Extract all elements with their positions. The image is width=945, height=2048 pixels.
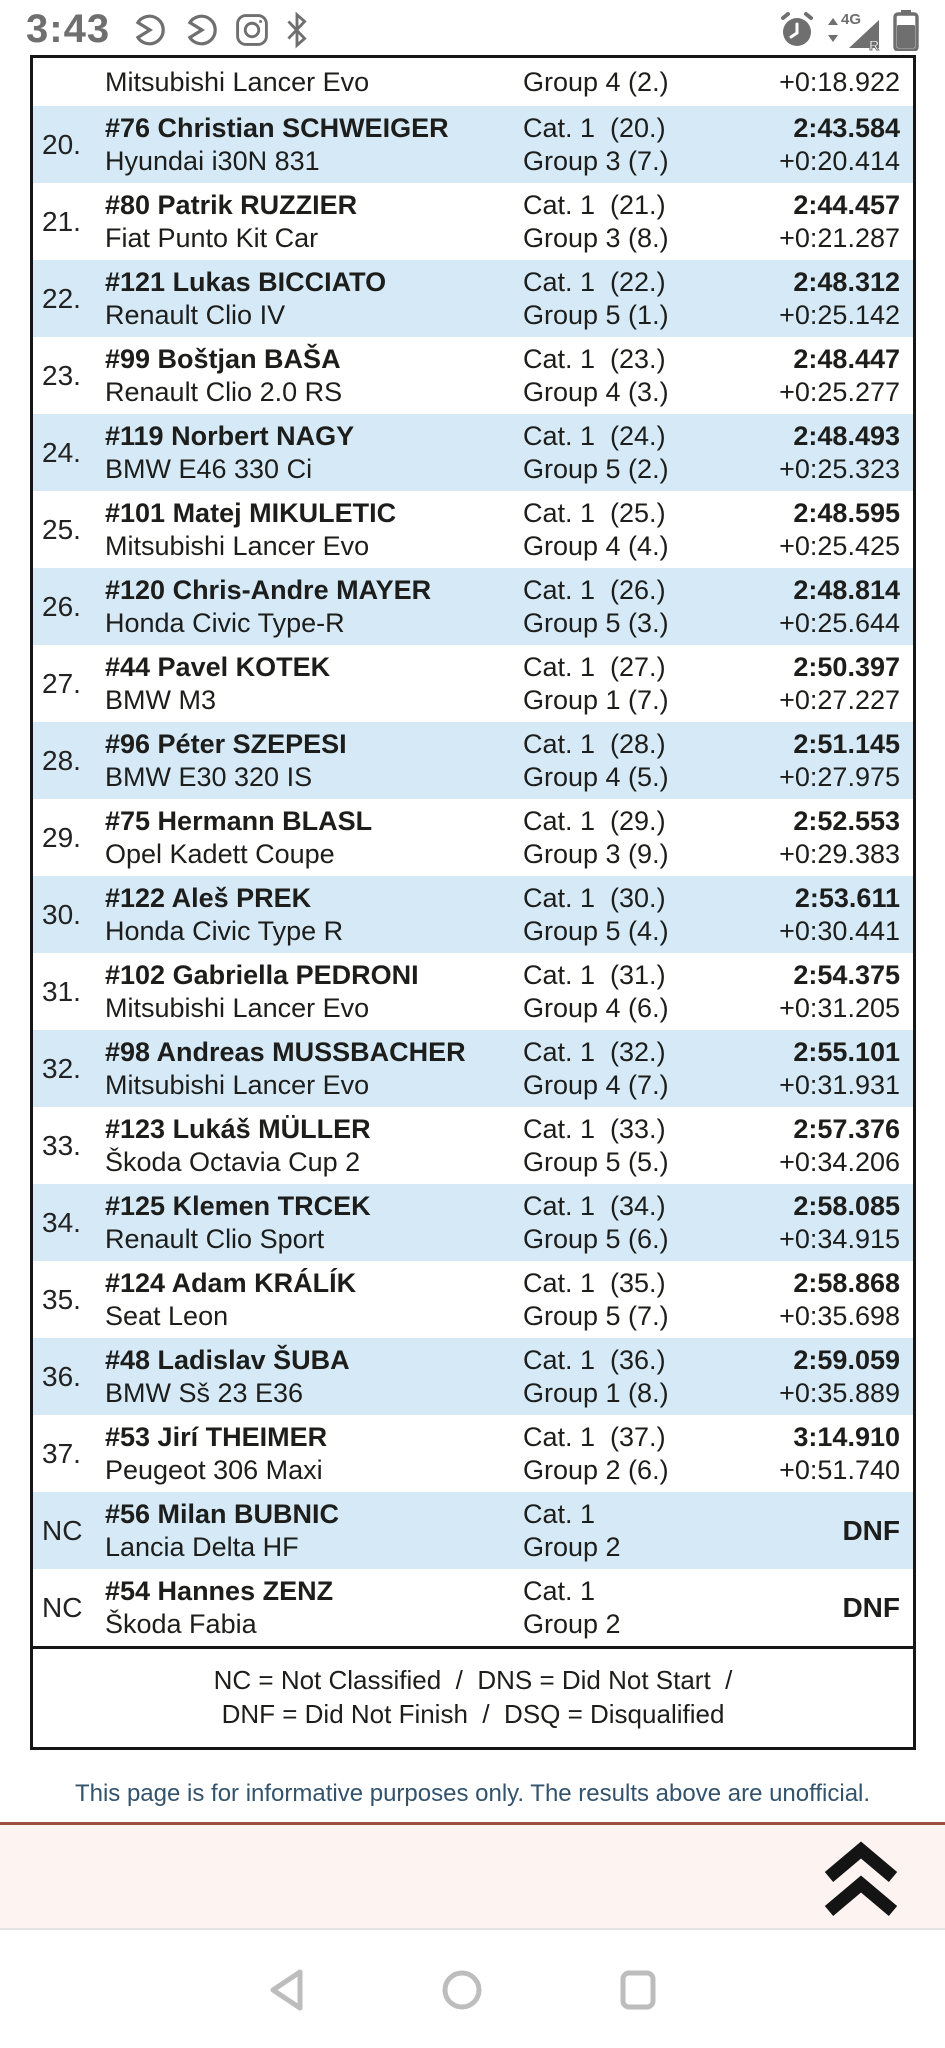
category-cell: Cat. 1 (23.) — [523, 343, 666, 374]
table-row — [33, 1184, 913, 1261]
group-cell: Group 5 (5.) — [523, 1146, 669, 1177]
position-cell: 32. — [42, 1052, 81, 1084]
group-cell: Group 1 (8.) — [523, 1377, 669, 1408]
position-cell: 36. — [42, 1360, 81, 1392]
driver-name: #119 Norbert NAGY — [105, 420, 355, 451]
car-name: BMW M3 — [105, 684, 216, 715]
position-cell: 23. — [42, 359, 81, 391]
table-row — [33, 953, 913, 1030]
position-cell: 35. — [42, 1283, 81, 1315]
category-cell: Cat. 1 (33.) — [523, 1113, 666, 1144]
group-cell: Group 4 (5.) — [523, 761, 669, 792]
driver-name: #96 Péter SZEPESI — [105, 728, 347, 759]
table-row — [33, 337, 913, 414]
gap-cell: +0:18.922 — [779, 66, 900, 97]
group-cell: Group 4 (4.) — [523, 530, 669, 561]
group-cell: Group 2 (6.) — [523, 1454, 669, 1485]
legend-box — [33, 1646, 913, 1747]
table-row-partial — [33, 58, 913, 106]
group-cell: Group 4 (7.) — [523, 1069, 669, 1100]
category-cell: Cat. 1 (32.) — [523, 1036, 666, 1067]
time-cell: 2:59.059 — [793, 1344, 900, 1375]
gap-cell: +0:29.383 — [779, 838, 900, 869]
time-cell: 2:58.085 — [793, 1190, 900, 1221]
results-table — [30, 55, 916, 1750]
driver-name: #80 Patrik RUZZIER — [105, 189, 358, 220]
gap-cell: +0:25.644 — [779, 607, 900, 638]
table-row — [33, 1030, 913, 1107]
gap-cell: +0:25.142 — [779, 299, 900, 330]
driver-name: #75 Hermann BLASL — [105, 805, 373, 836]
table-row — [33, 183, 913, 260]
gap-cell: +0:27.227 — [779, 684, 900, 715]
car-name: Mitsubishi Lancer Evo — [105, 530, 370, 561]
time-cell: 2:48.814 — [793, 574, 900, 605]
group-cell: Group 1 (7.) — [523, 684, 669, 715]
time-cell: 2:48.493 — [793, 420, 900, 451]
home-button[interactable] — [440, 1966, 484, 2014]
scroll-to-top-icon[interactable] — [821, 1839, 901, 1919]
circle-arrow-notification-icon — [130, 11, 168, 49]
gap-cell: +0:34.206 — [779, 1146, 900, 1177]
driver-name: #123 Lukáš MÜLLER — [105, 1113, 371, 1144]
category-cell: Cat. 1 (24.) — [523, 420, 666, 451]
legend-line: NC = Not Classified / DNS = Did Not Start / — [213, 1665, 733, 1695]
category-cell: Cat. 1 (21.) — [523, 189, 666, 220]
table-row — [33, 1415, 913, 1492]
group-cell: Group 5 (3.) — [523, 607, 669, 638]
car-name: BMW E46 330 Ci — [105, 453, 313, 484]
car-name: Fiat Punto Kit Car — [105, 222, 319, 253]
table-row — [33, 876, 913, 953]
position-cell: 28. — [42, 744, 81, 776]
position-cell: 31. — [42, 975, 81, 1007]
gap-cell: +0:31.931 — [779, 1069, 900, 1100]
category-cell: Cat. 1 — [523, 1575, 596, 1606]
time-cell: 2:51.145 — [793, 728, 900, 759]
position-cell: 25. — [42, 513, 81, 545]
time-cell: DNF — [842, 1592, 900, 1623]
time-cell: 2:54.375 — [793, 959, 900, 990]
gap-cell: +0:30.441 — [779, 915, 900, 946]
table-row — [33, 414, 913, 491]
gap-cell: +0:25.323 — [779, 453, 900, 484]
category-cell: Cat. 1 (26.) — [523, 574, 666, 605]
group-cell: Group 3 (9.) — [523, 838, 669, 869]
car-name: BMW Sš 23 E36 — [105, 1377, 304, 1408]
category-cell: Cat. 1 (31.) — [523, 959, 666, 990]
time-cell: 2:52.553 — [793, 805, 900, 836]
table-row — [33, 1261, 913, 1338]
position-cell: 22. — [42, 282, 81, 314]
time-cell: 2:58.868 — [793, 1267, 900, 1298]
position-cell: 29. — [42, 821, 81, 853]
driver-name: #102 Gabriella PEDRONI — [105, 959, 419, 990]
time-cell: 3:14.910 — [793, 1421, 900, 1452]
gap-cell: +0:25.425 — [779, 530, 900, 561]
car-name: Renault Clio IV — [105, 299, 286, 330]
group-cell: Group 2 — [523, 1531, 621, 1562]
car-name: Mitsubishi Lancer Evo — [105, 992, 370, 1023]
table-row — [33, 645, 913, 722]
time-cell: 2:50.397 — [793, 651, 900, 682]
car-name: Honda Civic Type R — [105, 915, 344, 946]
group-cell: Group 2 — [523, 1608, 621, 1639]
table-row — [33, 260, 913, 337]
status-bar — [0, 0, 945, 55]
category-cell: Cat. 1 (28.) — [523, 728, 666, 759]
driver-name: #120 Chris-Andre MAYER — [105, 574, 432, 605]
time-cell: 2:57.376 — [793, 1113, 900, 1144]
category-cell: Cat. 1 (36.) — [523, 1344, 666, 1375]
gap-cell: +0:21.287 — [779, 222, 900, 253]
car-name: Mitsubishi Lancer Evo — [105, 1069, 370, 1100]
gap-cell: +0:51.740 — [779, 1454, 900, 1485]
category-cell: Cat. 1 (35.) — [523, 1267, 666, 1298]
driver-name: #54 Hannes ZENZ — [105, 1575, 334, 1606]
instagram-icon — [234, 12, 270, 48]
gap-cell: +0:35.889 — [779, 1377, 900, 1408]
car-name: Renault Clio Sport — [105, 1223, 325, 1254]
car-name: Renault Clio 2.0 RS — [105, 376, 343, 407]
group-cell: Group 4 (6.) — [523, 992, 669, 1023]
time-cell: 2:48.447 — [793, 343, 900, 374]
gap-cell: +0:35.698 — [779, 1300, 900, 1331]
position-cell: NC — [42, 1514, 83, 1546]
status-bar-left — [26, 7, 310, 52]
category-cell: Cat. 1 — [523, 1498, 596, 1529]
driver-name: #98 Andreas MUSSBACHER — [105, 1036, 466, 1067]
car-name: Škoda Octavia Cup 2 — [105, 1146, 361, 1177]
table-row — [33, 1338, 913, 1415]
table-row — [33, 799, 913, 876]
driver-name: #48 Ladislav ŠUBA — [105, 1344, 350, 1375]
category-cell: Cat. 1 (27.) — [523, 651, 666, 682]
category-cell: Cat. 1 (37.) — [523, 1421, 666, 1452]
status-clock: 3:43 — [26, 7, 111, 51]
driver-name: #56 Milan BUBNIC — [105, 1498, 340, 1529]
driver-name: #101 Matej MIKULETIC — [105, 497, 397, 528]
table-body — [33, 106, 913, 1646]
car-name: Honda Civic Type-R — [105, 607, 345, 638]
car-name: Lancia Delta HF — [105, 1531, 299, 1562]
gap-cell: +0:34.915 — [779, 1223, 900, 1254]
bluetooth-icon — [284, 11, 310, 49]
category-cell: Cat. 1 (20.) — [523, 112, 666, 143]
status-bar-right — [777, 8, 919, 52]
battery-icon — [893, 9, 919, 51]
car-name: Hyundai i30N 831 — [105, 145, 320, 176]
gap-cell: +0:31.205 — [779, 992, 900, 1023]
position-cell: 21. — [42, 205, 81, 237]
position-cell: 33. — [42, 1129, 81, 1161]
car-name: Peugeot 306 Maxi — [105, 1454, 323, 1485]
time-cell: 2:43.584 — [793, 112, 900, 143]
svg-text:R: R — [869, 36, 880, 52]
group-cell: Group 5 (2.) — [523, 453, 669, 484]
table-row — [33, 491, 913, 568]
group-cell: Group 4 (2.) — [523, 66, 669, 97]
recents-button[interactable] — [616, 1966, 660, 2014]
car-name: Škoda Fabia — [105, 1608, 257, 1639]
group-cell: Group 5 (1.) — [523, 299, 669, 330]
table-row — [33, 1569, 913, 1646]
driver-name: #76 Christian SCHWEIGER — [105, 112, 449, 143]
group-cell: Group 5 (7.) — [523, 1300, 669, 1331]
driver-name: #99 Boštjan BAŠA — [105, 343, 341, 374]
group-cell: Group 4 (3.) — [523, 376, 669, 407]
car-name: Mitsubishi Lancer Evo — [105, 66, 370, 97]
car-name: BMW E30 320 IS — [105, 761, 313, 792]
table-row — [33, 106, 913, 183]
gap-cell: +0:27.975 — [779, 761, 900, 792]
driver-name: #125 Klemen TRCEK — [105, 1190, 371, 1221]
position-cell: 24. — [42, 436, 81, 468]
category-cell: Cat. 1 (34.) — [523, 1190, 666, 1221]
category-cell: Cat. 1 (25.) — [523, 497, 666, 528]
position-cell: 26. — [42, 590, 81, 622]
category-cell: Cat. 1 (22.) — [523, 266, 666, 297]
driver-name: #122 Aleš PREK — [105, 882, 312, 913]
position-cell: 37. — [42, 1437, 81, 1469]
time-cell: 2:48.312 — [793, 266, 900, 297]
back-button[interactable] — [264, 1966, 308, 2014]
position-cell: 27. — [42, 667, 81, 699]
gap-cell: +0:25.277 — [779, 376, 900, 407]
position-cell: NC — [42, 1591, 83, 1623]
time-cell: 2:55.101 — [793, 1036, 900, 1067]
driver-name: #124 Adam KRÁLÍK — [105, 1267, 357, 1298]
time-cell: 2:48.595 — [793, 497, 900, 528]
time-cell: 2:44.457 — [793, 189, 900, 220]
android-nav-bar — [0, 1932, 945, 2048]
time-cell: 2:53.611 — [794, 882, 900, 913]
table-row — [33, 1492, 913, 1569]
position-cell: 30. — [42, 898, 81, 930]
driver-name: #53 Jirí THEIMER — [105, 1421, 328, 1452]
circle-arrow-notification-icon — [182, 11, 220, 49]
position-cell: 20. — [42, 128, 81, 160]
car-name: Opel Kadett Coupe — [105, 838, 335, 869]
category-cell: Cat. 1 (29.) — [523, 805, 666, 836]
disclaimer-text: This page is for informative purposes only. The results above are unofficial. — [74, 1780, 871, 1807]
group-cell: Group 5 (6.) — [523, 1223, 669, 1254]
driver-name: #44 Pavel KOTEK — [105, 651, 331, 682]
position-cell: 34. — [42, 1206, 81, 1238]
car-name: Seat Leon — [105, 1300, 229, 1331]
alarm-clock-icon — [777, 10, 817, 50]
scroll-band — [0, 1822, 945, 1930]
gap-cell: +0:20.414 — [779, 145, 900, 176]
group-cell: Group 5 (4.) — [523, 915, 669, 946]
group-cell: Group 3 (8.) — [523, 222, 669, 253]
driver-name: #121 Lukas BICCIATO — [105, 266, 387, 297]
table-row — [33, 1107, 913, 1184]
table-row — [33, 568, 913, 645]
legend-line: DNF = Did Not Finish / DSQ = Disqualified — [221, 1699, 725, 1729]
category-cell: Cat. 1 (30.) — [523, 882, 666, 913]
group-cell: Group 3 (7.) — [523, 145, 669, 176]
time-cell: DNF — [842, 1515, 900, 1546]
network-4g-roaming-icon — [827, 8, 883, 52]
table-row — [33, 722, 913, 799]
svg-text:4G: 4G — [841, 10, 862, 28]
